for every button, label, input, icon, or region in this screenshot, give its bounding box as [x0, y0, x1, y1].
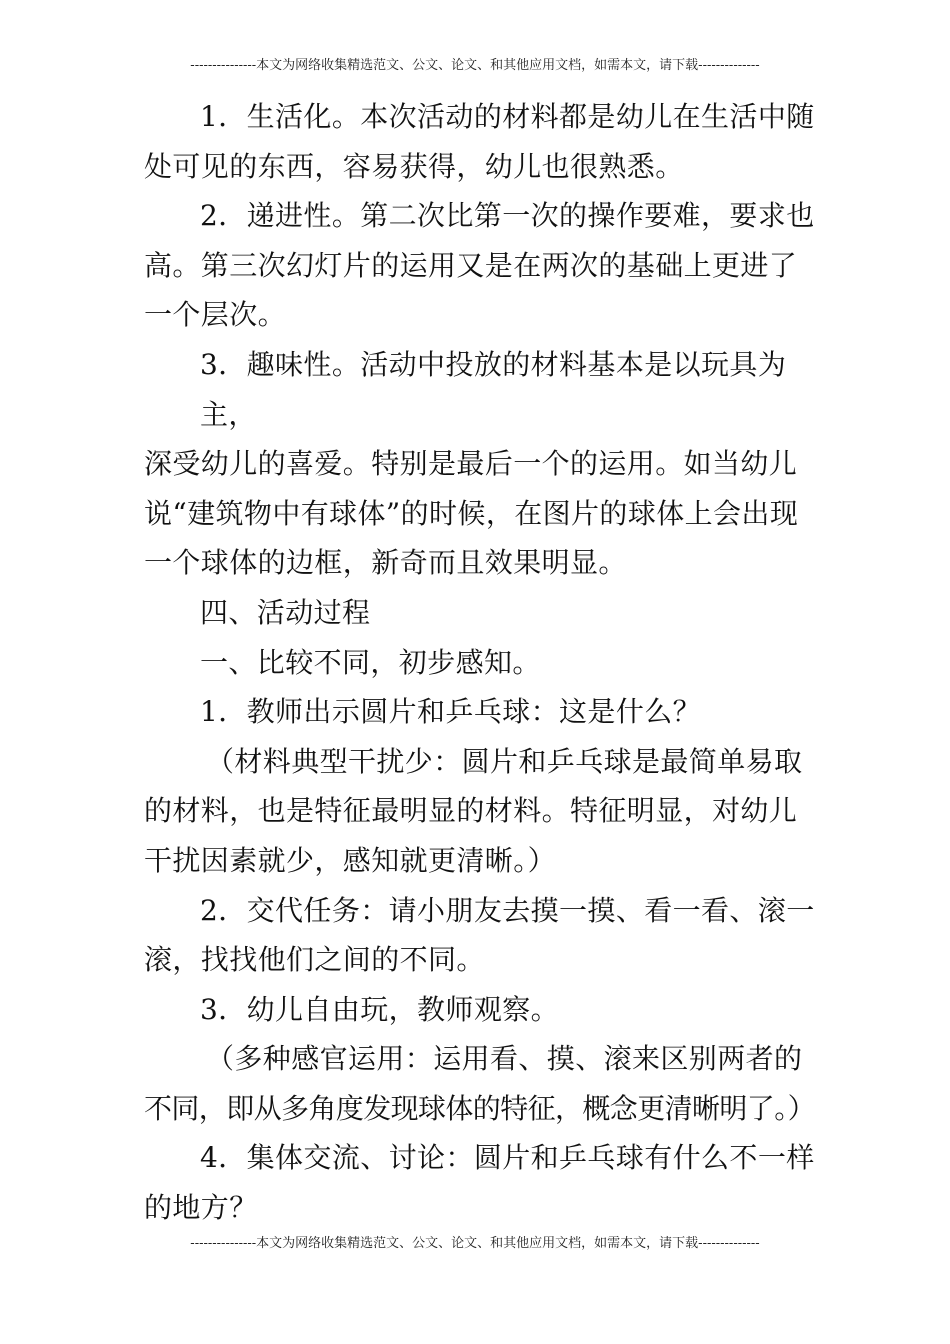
text-line: 四、活动过程: [200, 595, 371, 629]
paragraph-interesting: [144, 340, 820, 588]
text-line: 的材料，也是特征最明显的材料。特征明显，对幼儿: [144, 794, 798, 828]
document-body: [144, 92, 820, 1233]
text-line: 一、比较不同，初步感知。: [200, 645, 541, 679]
text-line: 深受幼儿的喜爱。特别是最后一个的运用。如当幼儿: [144, 447, 798, 481]
page-header: ---------------本文为网络收集精选范文、公文、论文、和其他应用文档，如需本文，请下载--------------: [190, 58, 760, 73]
text-line: 1．生活化。本次活动的材料都是幼儿在生活中随: [200, 100, 815, 133]
text-line: 干扰因素就少，感知就更清晰。）: [144, 843, 557, 877]
text-line: （材料典型干扰少：圆片和乒乓球是最简单易取: [206, 744, 803, 778]
text-line: 3．趣味性。活动中投放的材料基本是以玩具为主，: [200, 347, 787, 431]
text-line: （多种感官运用：运用看、摸、滚来区别两者的: [206, 1042, 803, 1076]
text-line: 3．幼儿自由玩，教师观察。: [200, 992, 560, 1026]
text-line: 处可见的东西，容易获得，幼儿也很熟悉。: [144, 149, 684, 183]
text-line: 滚，找找他们之间的不同。: [144, 943, 485, 977]
text-line: 不同，即从多角度发现球体的特征，概念更清晰明了。）: [144, 1091, 816, 1125]
text-line: 的地方？: [144, 1191, 258, 1225]
text-line: 1．教师出示圆片和乒乓球：这是什么？: [200, 695, 702, 729]
paragraph-progressive: [144, 191, 820, 340]
paragraph-lifelike: [144, 92, 820, 191]
text-line: 2．递进性。第二次比第一次的操作要难，要求也: [200, 199, 815, 233]
text-line: 一个球体的边框，新奇而且效果明显。: [144, 546, 627, 580]
paragraph-step-3: [144, 985, 820, 1035]
section-heading-activity-process: [144, 588, 820, 638]
paragraph-note-senses: [144, 1034, 820, 1133]
subsection-heading-compare: [144, 638, 820, 688]
paragraph-note-materials: [144, 737, 820, 886]
paragraph-step-4: [144, 1133, 820, 1232]
text-line: 2．交代任务：请小朋友去摸一摸、看一看、滚一: [200, 893, 815, 927]
text-line: 说“建筑物中有球体”的时候，在图片的球体上会出现: [144, 496, 799, 530]
paragraph-step-1: [144, 687, 820, 737]
text-line: 高。第三次幻灯片的运用又是在两次的基础上更进了: [144, 248, 798, 282]
paragraph-step-2: [144, 886, 820, 985]
text-line: 一个层次。: [144, 298, 287, 332]
text-line: 4．集体交流、讨论：圆片和乒乓球有什么不一样: [200, 1141, 815, 1175]
page-footer: ---------------本文为网络收集精选范文、公文、论文、和其他应用文档，如需本文，请下载--------------: [190, 1236, 760, 1251]
